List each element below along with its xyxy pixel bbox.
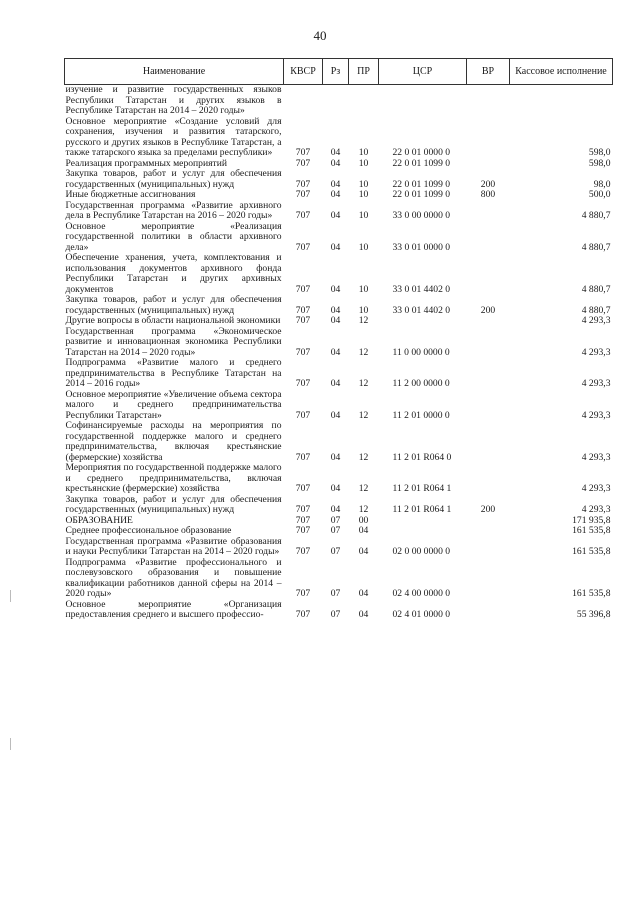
- cell-kvsr: 707: [295, 525, 311, 536]
- cell-rz: 04: [330, 409, 341, 421]
- cell-kvsr: 707: [295, 304, 311, 316]
- cell-amount: 55 396,8: [576, 609, 611, 620]
- cell-csr: 02 4 01 0000 0: [392, 609, 451, 620]
- cell-pr: 00: [358, 514, 369, 526]
- cell-amount: 4 880,7: [581, 241, 611, 253]
- table-row: [65, 558, 613, 600]
- cell-name: Закупка товаров, работ и услуг для обеспечения государственных (муниципальных) нужд: [65, 493, 282, 515]
- table-row: [65, 201, 613, 222]
- header-vr: ВР: [467, 59, 510, 85]
- cell-kvsr: 707: [295, 147, 311, 158]
- cell-pr: 12: [358, 346, 369, 358]
- cell-amount: 4 293,3: [581, 483, 611, 494]
- cell-rz: 04: [330, 346, 341, 358]
- cell-csr: 22 0 01 0000 0: [392, 147, 451, 158]
- cell-pr: 10: [358, 283, 369, 295]
- table-row: [65, 358, 613, 390]
- cell-rz: 04: [330, 378, 341, 389]
- cell-vr: [467, 327, 510, 359]
- table-row: [65, 253, 613, 295]
- cell-pr: 12: [358, 409, 369, 421]
- table-row: [65, 169, 613, 190]
- cell-name: Основное мероприятие «Увеличение объема сектора малого и среднего предпринимательства Республики Татарстан»: [65, 388, 282, 421]
- cell-name: Реализация программных мероприятий: [65, 157, 227, 169]
- cell-vr: [467, 516, 510, 527]
- cell-kvsr: 707: [295, 283, 311, 295]
- cell-name: Иные бюджетные ассигнования: [65, 189, 196, 200]
- cell-amount: 4 293,3: [581, 504, 611, 515]
- cell-pr: 04: [358, 609, 369, 620]
- cell-amount: 4 293,3: [581, 378, 611, 389]
- cell-vr: 200: [480, 304, 496, 316]
- cell-kvsr: 707: [295, 241, 311, 253]
- cell-rz: 07: [330, 514, 341, 526]
- cell-vr: [467, 600, 510, 621]
- cell-csr: 33 0 01 0000 0: [392, 241, 451, 253]
- header-csr: ЦСР: [379, 59, 467, 85]
- cell-kvsr: 707: [295, 483, 311, 494]
- cell-pr: 10: [358, 178, 369, 190]
- cell-name: Основное мероприятие «Реализация государственной политики в области архивного дела»: [65, 220, 282, 253]
- cell-csr: 02 0 00 0000 0: [392, 546, 451, 557]
- table-row: [65, 295, 613, 316]
- cell-rz: 07: [330, 588, 341, 599]
- cell-pr: 12: [358, 315, 369, 326]
- cell-rz: 07: [330, 609, 341, 620]
- page-number: 40: [313, 28, 327, 43]
- cell-kvsr: 707: [295, 514, 311, 526]
- cell-csr: 22 0 01 1099 0: [392, 189, 451, 200]
- cell-csr: 33 0 00 0000 0: [392, 210, 451, 221]
- cell-vr: [467, 537, 510, 558]
- cell-amount: 598,0: [588, 157, 611, 169]
- cell-name: Обеспечение хранения, учета, комплектования и использования документов архивного фонда Республики Татарстан и других архивных документов: [65, 252, 282, 295]
- cell-rz: 07: [330, 546, 341, 557]
- cell-csr: [379, 526, 467, 537]
- table-row: [65, 526, 613, 537]
- cell-csr: [379, 316, 467, 327]
- cell-csr: [379, 85, 467, 117]
- cell-amount: 4 293,3: [581, 451, 611, 463]
- table-row: [65, 390, 613, 422]
- cell-vr: 200: [480, 504, 496, 515]
- header-name: Наименование: [65, 59, 284, 85]
- cell-rz: 04: [330, 210, 341, 221]
- cell-pr: 10: [358, 147, 369, 158]
- table-row: [65, 327, 613, 359]
- cell-vr: 200: [480, 178, 496, 190]
- cell-vr: [467, 253, 510, 295]
- table-row: [65, 463, 613, 495]
- budget-table: [64, 58, 613, 621]
- cell-name: Государственная программа «Развитие архивного дела в Республике Татарстан на 2016 – 2020 годы»: [65, 199, 282, 221]
- table-row: [65, 600, 613, 621]
- cell-vr: [467, 117, 510, 159]
- cell-pr: 10: [358, 157, 369, 169]
- cell-name: Основное мероприятие «Создание условий для сохранения, изучения и развития татарского, русского и других языков в Республике Татарстан, а также татарского языка за пределами республики»: [65, 115, 282, 158]
- cell-kvsr: 707: [295, 210, 311, 221]
- cell-csr: 33 0 01 4402 0: [392, 304, 451, 316]
- cell-pr: 12: [358, 483, 369, 494]
- cell-rz: 04: [330, 315, 341, 326]
- cell-pr: [349, 85, 379, 117]
- cell-name: Подпрограмма «Развитие малого и среднего предпринимательства в Республике Татарстан на 2014 – 2016 годы»: [65, 357, 282, 389]
- cell-pr: 10: [358, 304, 369, 316]
- cell-pr: 04: [358, 546, 369, 557]
- cell-vr: [467, 463, 510, 495]
- cell-pr: 12: [358, 504, 369, 515]
- cell-vr: [467, 558, 510, 600]
- cell-amount: 4 880,7: [581, 210, 611, 221]
- table-row: [65, 117, 613, 159]
- cell-kvsr: 707: [295, 546, 311, 557]
- cell-name: изучение и развитие государственных языков Республики Татарстан и других языков в Республике Татарстан на 2014 – 2020 годы»: [65, 84, 282, 116]
- cell-vr: [467, 421, 510, 463]
- table-row: [65, 495, 613, 516]
- cell-vr: [467, 201, 510, 222]
- cell-pr: 12: [358, 451, 369, 463]
- cell-kvsr: 707: [295, 346, 311, 358]
- cell-rz: 04: [330, 504, 341, 515]
- cell-rz: 04: [330, 283, 341, 295]
- cell-pr: 12: [358, 378, 369, 389]
- cell-pr: 10: [358, 189, 369, 200]
- cell-rz: 04: [330, 483, 341, 494]
- cell-csr: 02 4 00 0000 0: [392, 588, 451, 599]
- cell-amount: 4 293,3: [581, 346, 611, 358]
- cell-name: Подпрограмма «Развитие профессионального и послевузовского образования и повышение квалификации работников данной сферы на 2014 – 2020 годы»: [65, 556, 282, 599]
- cell-rz: 04: [330, 241, 341, 253]
- cell-vr: 800: [480, 189, 496, 200]
- cell-vr: [467, 316, 510, 327]
- cell-amount: 161 535,8: [572, 588, 611, 599]
- cell-name: Государственная программа «Развитие образования и науки Республики Татарстан на 2014 – 2020 годы»: [65, 535, 282, 557]
- table-row: [65, 537, 613, 558]
- cell-amount: 161 535,8: [572, 546, 611, 557]
- scan-mark: [10, 738, 11, 750]
- cell-name: Закупка товаров, работ и услуг для обеспечения государственных (муниципальных) нужд: [65, 294, 282, 316]
- cell-name: Среднее профессиональное образование: [65, 525, 232, 536]
- cell-amount: 598,0: [588, 147, 611, 158]
- cell-pr: 04: [358, 525, 369, 536]
- cell-csr: 33 0 01 4402 0: [392, 283, 451, 295]
- table-row: [65, 85, 613, 117]
- cell-rz: 04: [330, 178, 341, 190]
- cell-name: Другие вопросы в области национальной экономики: [65, 315, 281, 326]
- cell-rz: 04: [330, 189, 341, 200]
- cell-kvsr: 707: [295, 189, 311, 200]
- cell-amount: 4 293,3: [581, 315, 611, 326]
- cell-csr: 11 0 00 0000 0: [392, 346, 450, 358]
- cell-csr: 11 2 01 R064 1: [392, 483, 452, 494]
- cell-kvsr: 707: [295, 504, 311, 515]
- cell-kvsr: 707: [295, 451, 311, 463]
- cell-csr: 22 0 01 1099 0: [392, 178, 451, 190]
- scan-mark: [10, 590, 11, 602]
- header-pr: ПР: [349, 59, 379, 85]
- cell-kvsr: 707: [295, 609, 311, 620]
- cell-vr: [467, 358, 510, 390]
- cell-rz: 04: [330, 451, 341, 463]
- cell-vr: [467, 526, 510, 537]
- cell-amount: 161 535,8: [572, 525, 611, 536]
- cell-pr: 10: [358, 210, 369, 221]
- cell-amount: 4 293,3: [581, 409, 611, 421]
- cell-kvsr: 707: [295, 588, 311, 599]
- cell-amount: [510, 85, 613, 117]
- table-row: [65, 316, 613, 327]
- cell-kvsr: 707: [295, 157, 311, 169]
- cell-kvsr: 707: [295, 315, 311, 326]
- cell-kvsr: [284, 85, 323, 117]
- table-row: [65, 222, 613, 254]
- cell-kvsr: 707: [295, 378, 311, 389]
- cell-pr: 10: [358, 241, 369, 253]
- cell-name: Основное мероприятие «Организация предоставления среднего и высшего профессио-: [65, 598, 282, 620]
- table-body: [65, 85, 613, 621]
- cell-name: ОБРАЗОВАНИЕ: [65, 514, 133, 526]
- cell-kvsr: 707: [295, 409, 311, 421]
- cell-pr: 04: [358, 588, 369, 599]
- header-amount: Кассовое исполнение: [510, 59, 613, 85]
- cell-name: Государственная программа «Экономическое развитие и инновационная экономика Республики Татарстан на 2014 – 2020 годы»: [65, 325, 282, 358]
- cell-csr: 22 0 01 1099 0: [392, 157, 451, 169]
- cell-rz: 07: [330, 525, 341, 536]
- cell-vr: [467, 85, 510, 117]
- table-header: [65, 59, 613, 85]
- cell-amount: 98,0: [593, 178, 611, 190]
- cell-vr: [467, 390, 510, 422]
- cell-amount: 171 935,8: [572, 514, 611, 526]
- cell-rz: [323, 85, 349, 117]
- header-rz: Рз: [323, 59, 349, 85]
- cell-kvsr: 707: [295, 178, 311, 190]
- cell-rz: 04: [330, 304, 341, 316]
- cell-amount: 500,0: [588, 189, 611, 200]
- cell-csr: 11 2 01 R064 1: [392, 504, 452, 515]
- table-row: [65, 190, 613, 201]
- cell-csr: 11 2 00 0000 0: [392, 378, 450, 389]
- cell-csr: [379, 516, 467, 527]
- cell-name: Закупка товаров, работ и услуг для обеспечения государственных (муниципальных) нужд: [65, 168, 282, 190]
- header-kvsr: КВСР: [284, 59, 323, 85]
- cell-vr: [467, 222, 510, 254]
- cell-rz: 04: [330, 147, 341, 158]
- cell-amount: 4 880,7: [581, 304, 611, 316]
- table-row: [65, 421, 613, 463]
- cell-csr: 11 2 01 R064 0: [392, 451, 452, 463]
- cell-csr: 11 2 01 0000 0: [392, 409, 450, 421]
- cell-vr: [467, 159, 510, 170]
- cell-name: Софинансируемые расходы на мероприятия по государственной поддержке малого и среднего предпринимательства, включая крестьянские (фермерские) хозяйства: [65, 420, 282, 463]
- cell-amount: 4 880,7: [581, 283, 611, 295]
- cell-rz: 04: [330, 157, 341, 169]
- cell-name: Мероприятия по государственной поддержке малого и среднего предпринимательства, включая крестьянские (фермерские) хозяйства: [65, 462, 282, 494]
